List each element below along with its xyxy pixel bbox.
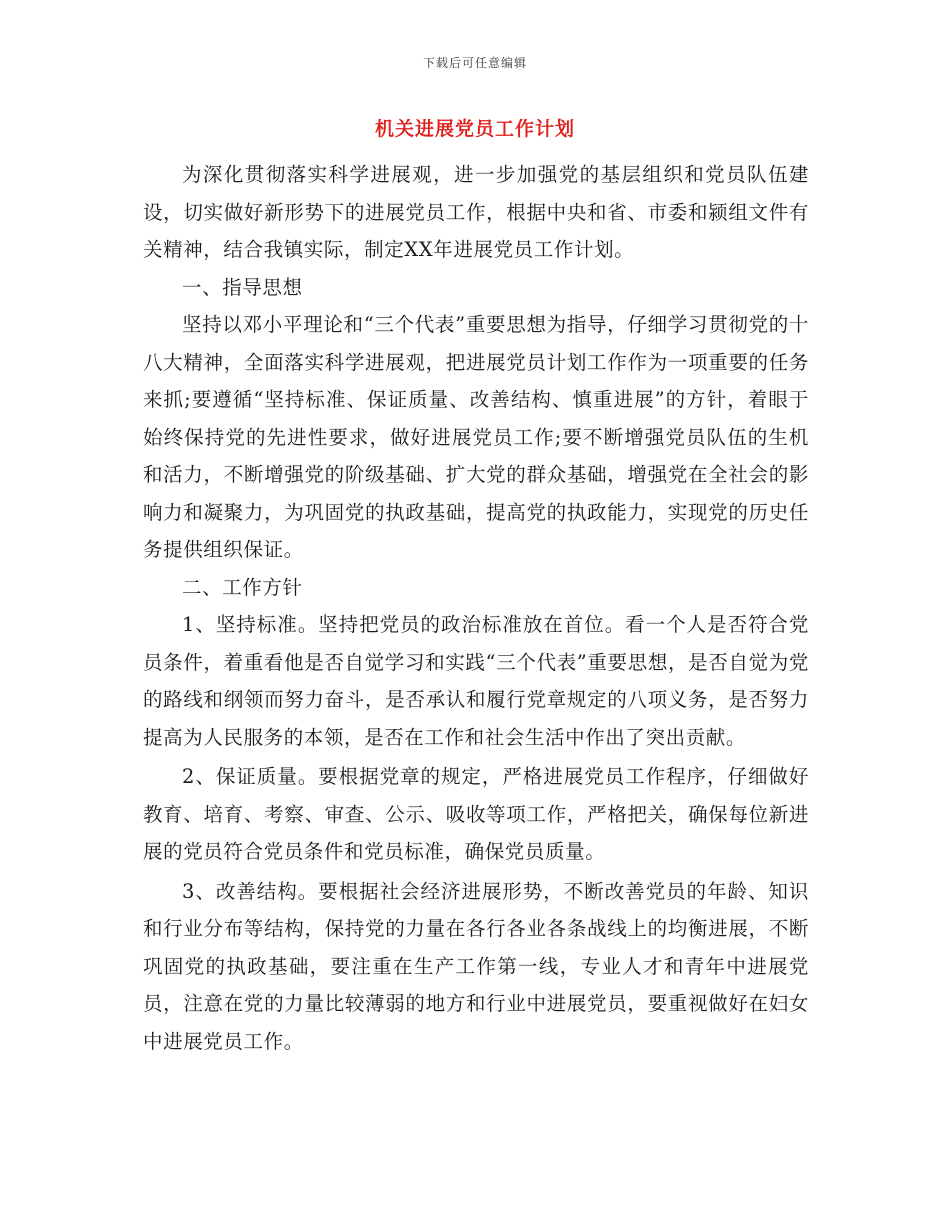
paragraph-policy-quality: 2、保证质量。要根据党章的规定，严格进展党员工作程序，仔细做好教育、培育、考察、审查、公示、吸收等项工作，严格把关，确保每位新进展的党员符合党员条件和党员标准，确保党员质量。 (143, 765, 809, 863)
header-note: 下载后可任意编辑 (422, 56, 527, 70)
section-heading-work-policy: 二、工作方针 (182, 575, 303, 599)
document-body (143, 156, 809, 1060)
section-heading-guiding-ideology: 一、指导思想 (182, 275, 303, 299)
document-title: 机关进展党员工作计划 (374, 118, 575, 140)
paragraph-guiding-ideology: 坚持以邓小平理论和“三个代表”重要思想为指导，仔细学习贯彻党的十八大精神，全面落实科学进展观，把进展党员计划工作作为一项重要的任务来抓;要遵循“坚持标准、保证质量、改善结构、慎重进展”的方针，着眼于始终保持党的先进性要求，做好进展党员工作;要不断增强党员队伍的生机和活力，不断增强党的阶级基础、扩大党的群众基础，增强党在全社会的影响力和凝聚力，为巩固党的执政基础，提高党的执政能力，实现党的历史任务提供组织保证。 (143, 313, 809, 561)
paragraph-policy-structure: 3、改善结构。要根据社会经济进展形势，不断改善党员的年龄、知识和行业分布等结构，保持党的力量在各行各业各条战线上的均衡进展，不断巩固党的执政基础，要注重在生产工作第一线，专业人才和青年中进展党员，注意在党的力量比较薄弱的地方和行业中进展党员，要重视做好在妇女中进展党员工作。 (143, 879, 809, 1053)
paragraph-intro: 为深化贯彻落实科学进展观，进一步加强党的基层组织和党员队伍建设，切实做好新形势下的进展党员工作，根据中央和省、市委和颍组文件有关精神，结合我镇实际，制定XX年进展党员工作计划。 (143, 163, 809, 261)
paragraph-policy-standard: 1、坚持标准。坚持把党员的政治标准放在首位。看一个人是否符合党员条件，着重看他是否自觉学习和实践“三个代表”重要思想，是否自觉为党的路线和纲领而努力奋斗，是否承认和履行党章规定的八项义务，是否努力提高为人民服务的本领，是否在工作和社会生活中作出了突出贡献。 (143, 613, 809, 749)
